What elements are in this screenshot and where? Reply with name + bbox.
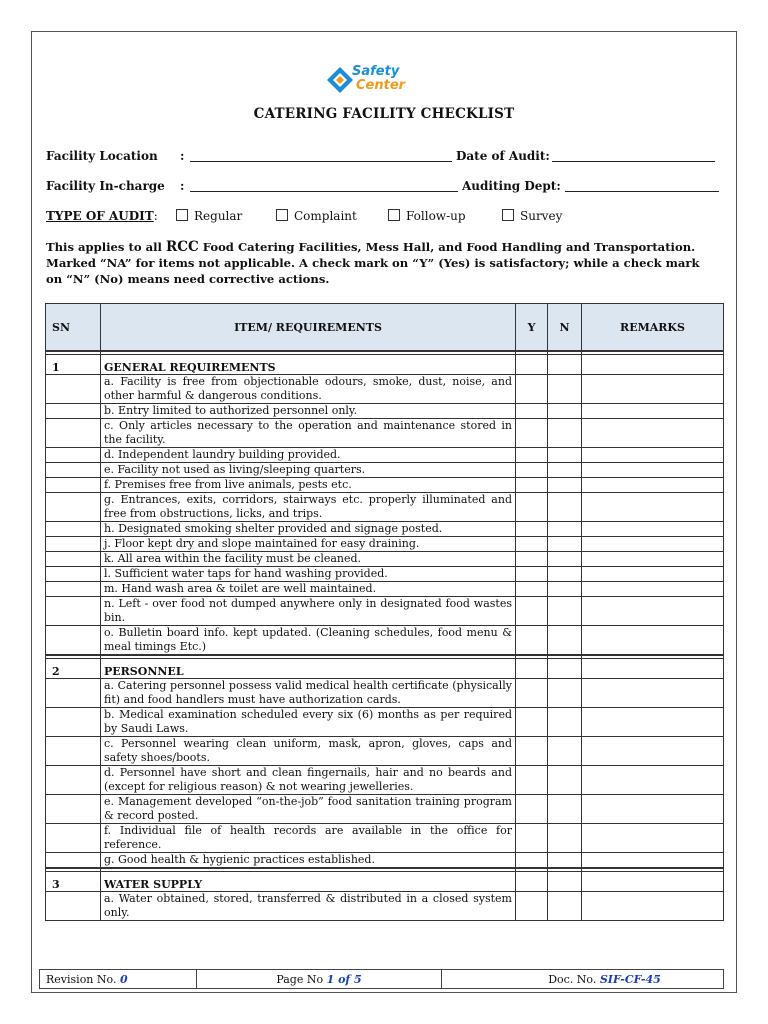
y-checkbox-cell[interactable] [516,375,548,404]
requirement-text: m. Hand wash area & toilet are well maintained. [101,582,516,597]
audit-option-follow-up[interactable] [388,209,466,223]
n-checkbox-cell[interactable] [548,478,582,493]
section-number: 3 [46,872,101,892]
remarks-input-cell[interactable] [582,737,724,766]
auditing-dept-label: Auditing Dept: [462,179,561,193]
requirement-text: b. Entry limited to authorized personnel only. [101,404,516,419]
n-checkbox-cell[interactable] [548,537,582,552]
sn-cell [46,567,101,582]
facility-incharge-field[interactable] [190,191,458,192]
y-checkbox-cell[interactable] [516,537,548,552]
facility-incharge-label: Facility In-charge [46,179,165,193]
table-header-row [46,304,724,352]
requirement-text: f. Individual file of health records are available in the office for reference. [101,824,516,853]
y-checkbox-cell[interactable] [516,493,548,522]
y-cell[interactable] [516,659,548,679]
sn-cell [46,522,101,537]
remarks-input-cell[interactable] [582,463,724,478]
remarks-input-cell[interactable] [582,522,724,537]
checklist-item-row [46,419,724,448]
remarks-cell[interactable] [582,659,724,679]
sn-cell [46,493,101,522]
y-checkbox-cell[interactable] [516,597,548,626]
n-checkbox-cell[interactable] [548,404,582,419]
requirement-text: n. Left - over food not dumped anywhere only in designated food wastes bin. [101,597,516,626]
audit-option-complaint[interactable] [276,209,357,223]
y-checkbox-cell[interactable] [516,766,548,795]
intro-text-1: This applies to all [46,240,166,254]
y-checkbox-cell[interactable] [516,419,548,448]
safety-center-logo [326,64,438,98]
document-title: CATERING FACILITY CHECKLIST [253,106,515,122]
facility-location-field[interactable] [190,161,452,162]
sn-cell [46,597,101,626]
n-cell[interactable] [548,355,582,375]
n-checkbox-cell[interactable] [548,737,582,766]
remarks-input-cell[interactable] [582,582,724,597]
remarks-input-cell[interactable] [582,892,724,921]
y-checkbox-cell[interactable] [516,522,548,537]
type-of-audit-label: TYPE OF AUDIT [46,209,154,223]
requirement-text: a. Water obtained, stored, transferred & distributed in a closed system only. [101,892,516,921]
checklist-item-row [46,448,724,463]
y-checkbox-cell[interactable] [516,463,548,478]
checklist-item-row [46,375,724,404]
y-cell[interactable] [516,355,548,375]
y-checkbox-cell[interactable] [516,795,548,824]
remarks-input-cell[interactable] [582,375,724,404]
y-checkbox-cell[interactable] [516,708,548,737]
sn-cell [46,737,101,766]
y-checkbox-cell[interactable] [516,824,548,853]
sn-cell [46,795,101,824]
section-row [46,355,724,375]
requirement-text: d. Independent laundry building provided. [101,448,516,463]
n-checkbox-cell[interactable] [548,597,582,626]
y-checkbox-cell[interactable] [516,737,548,766]
requirement-text: j. Floor kept dry and slope maintained for easy draining. [101,537,516,552]
section-row [46,659,724,679]
requirement-text: b. Medical examination scheduled every six (6) months as per required by Saudi Laws. [101,708,516,737]
auditing-dept-field[interactable] [565,191,719,192]
revision-label: Revision No. [46,972,117,986]
remarks-input-cell[interactable] [582,448,724,463]
n-cell[interactable] [548,659,582,679]
y-checkbox-cell[interactable] [516,582,548,597]
y-checkbox-cell[interactable] [516,552,548,567]
checklist-item-row [46,552,724,567]
header-n: N [548,304,582,352]
section-number: 2 [46,659,101,679]
n-checkbox-cell[interactable] [548,795,582,824]
checklist-item-row [46,478,724,493]
checkbox-regular[interactable] [176,209,188,221]
checklist-item-row [46,537,724,552]
checklist-item-row [46,567,724,582]
n-checkbox-cell[interactable] [548,552,582,567]
option-label-complaint: Complaint [294,209,357,223]
checklist-item-row [46,493,724,522]
remarks-input-cell[interactable] [582,552,724,567]
y-checkbox-cell[interactable] [516,567,548,582]
sn-cell [46,552,101,567]
checklist-item-row [46,404,724,419]
n-cell[interactable] [548,872,582,892]
colon-1: : [180,149,185,163]
header-item: ITEM/ REQUIREMENTS [101,304,516,352]
n-checkbox-cell[interactable] [548,824,582,853]
y-checkbox-cell[interactable] [516,404,548,419]
requirement-text: e. Management developed “on-the-job” food sanitation training program & record posted. [101,795,516,824]
checklist-item-row [46,597,724,626]
n-checkbox-cell[interactable] [548,892,582,921]
n-checkbox-cell[interactable] [548,522,582,537]
logo-text-safety: Safety [352,64,400,79]
y-checkbox-cell[interactable] [516,478,548,493]
sn-cell [46,419,101,448]
checklist-item-row [46,626,724,656]
y-checkbox-cell[interactable] [516,626,548,656]
page-label: Page No [276,972,324,986]
checklist-item-row [46,463,724,478]
page-value: 1 of 5 [326,972,362,986]
y-checkbox-cell[interactable] [516,679,548,708]
n-checkbox-cell[interactable] [548,448,582,463]
facility-location-label: Facility Location [46,149,158,163]
header-sn: SN [46,304,101,352]
sn-cell [46,824,101,853]
remarks-input-cell[interactable] [582,853,724,869]
n-checkbox-cell[interactable] [548,626,582,656]
footer-revision [40,970,197,989]
remarks-input-cell[interactable] [582,597,724,626]
checklist-table [45,303,724,921]
n-checkbox-cell[interactable] [548,582,582,597]
intro-rcc: RCC [165,239,199,255]
sn-cell [46,853,101,869]
requirement-text: e. Facility not used as living/sleeping quarters. [101,463,516,478]
type-of-audit: TYPE OF AUDIT: [46,209,158,223]
checklist-item-row [46,522,724,537]
checkbox-complaint[interactable] [276,209,288,221]
checklist-body [46,351,724,921]
n-checkbox-cell[interactable] [548,708,582,737]
n-checkbox-cell[interactable] [548,853,582,869]
intro-text-2: Food Catering Facilities, Mess Hall, and Food Handling and Transportation. Marked “NA” for items not applicable. A check mark on “Y” (Yes) is satisfactory; while a check mark on “N” (No) means need corrective actions. [46,240,700,286]
doc-value: SIF-CF-45 [599,972,661,986]
remarks-input-cell[interactable] [582,679,724,708]
checklist-item-row [46,824,724,853]
colon-2: : [180,179,185,193]
n-checkbox-cell[interactable] [548,463,582,478]
sn-cell [46,626,101,656]
requirement-text: a. Facility is free from objectionable odours, smoke, dust, noise, and other harmful & dangerous conditions. [101,375,516,404]
y-checkbox-cell[interactable] [516,853,548,869]
checklist-item-row [46,892,724,921]
sn-cell [46,404,101,419]
header-y: Y [516,304,548,352]
requirement-text: k. All area within the facility must be cleaned. [101,552,516,567]
remarks-input-cell[interactable] [582,795,724,824]
checklist-item-row [46,708,724,737]
n-checkbox-cell[interactable] [548,493,582,522]
y-cell[interactable] [516,872,548,892]
sn-cell [46,708,101,737]
sn-cell [46,679,101,708]
requirement-text: c. Only articles necessary to the operation and maintenance stored in the facility. [101,419,516,448]
checklist-item-row [46,679,724,708]
checklist-item-row [46,766,724,795]
option-label-regular: Regular [194,209,243,223]
footer-page [197,970,442,989]
sn-cell [46,766,101,795]
checklist-item-row [46,582,724,597]
sn-cell [46,375,101,404]
sn-cell [46,448,101,463]
requirement-text: d. Personnel have short and clean fingernails, hair and no beards and (except for religious reason) & not wearing jewelleries. [101,766,516,795]
option-label-survey: Survey [520,209,563,223]
audit-option-survey[interactable] [502,209,562,223]
y-checkbox-cell[interactable] [516,448,548,463]
checklist-item-row [46,853,724,869]
checklist-item-row [46,737,724,766]
n-checkbox-cell[interactable] [548,375,582,404]
remarks-input-cell[interactable] [582,824,724,853]
requirement-text: g. Good health & hygienic practices established. [101,853,516,869]
requirement-text: f. Premises free from live animals, pests etc. [101,478,516,493]
footer-doc [442,970,724,989]
remarks-cell[interactable] [582,355,724,375]
logo-text-center: Center [356,78,406,93]
remarks-input-cell[interactable] [582,493,724,522]
remarks-input-cell[interactable] [582,766,724,795]
remarks-input-cell[interactable] [582,626,724,656]
sn-cell [46,582,101,597]
remarks-input-cell[interactable] [582,419,724,448]
requirement-text: l. Sufficient water taps for hand washing provided. [101,567,516,582]
revision-value: 0 [119,972,128,986]
option-label-follow-up: Follow-up [406,209,466,223]
requirement-text: h. Designated smoking shelter provided and signage posted. [101,522,516,537]
sn-cell [46,478,101,493]
audit-option-regular[interactable] [176,209,242,223]
n-checkbox-cell[interactable] [548,567,582,582]
requirement-text: a. Catering personnel possess valid medical health certificate (physically fit) and food handlers must have authorization cards. [101,679,516,708]
section-row [46,872,724,892]
checkbox-survey[interactable] [502,209,514,221]
section-title: PERSONNEL [101,659,516,679]
checkbox-follow-up[interactable] [388,209,400,221]
remarks-input-cell[interactable] [582,537,724,552]
section-number: 1 [46,355,101,375]
remarks-input-cell[interactable] [582,478,724,493]
instructions-paragraph [46,239,710,287]
requirement-text: o. Bulletin board info. kept updated. (Cleaning schedules, food menu & meal timings Etc.) [101,626,516,656]
remarks-input-cell[interactable] [582,708,724,737]
header-remarks: REMARKS [582,304,724,352]
remarks-input-cell[interactable] [582,567,724,582]
section-title: GENERAL REQUIREMENTS [101,355,516,375]
section-title: WATER SUPPLY [101,872,516,892]
n-checkbox-cell[interactable] [548,766,582,795]
doc-label: Doc. No. [548,972,597,986]
sn-cell [46,892,101,921]
n-checkbox-cell[interactable] [548,679,582,708]
remarks-input-cell[interactable] [582,404,724,419]
requirement-text: c. Personnel wearing clean uniform, mask, apron, gloves, caps and safety shoes/boots. [101,737,516,766]
sn-cell [46,537,101,552]
logo-diamond-icon [326,66,354,94]
date-of-audit-field[interactable] [552,161,715,162]
date-of-audit-label: Date of Audit: [456,149,550,163]
requirement-text: g. Entrances, exits, corridors, stairways etc. properly illuminated and free from obstructions, licks, and trips. [101,493,516,522]
footer-bar [39,969,724,989]
checklist-item-row [46,795,724,824]
sn-cell [46,463,101,478]
y-checkbox-cell[interactable] [516,892,548,921]
n-checkbox-cell[interactable] [548,419,582,448]
remarks-cell[interactable] [582,872,724,892]
